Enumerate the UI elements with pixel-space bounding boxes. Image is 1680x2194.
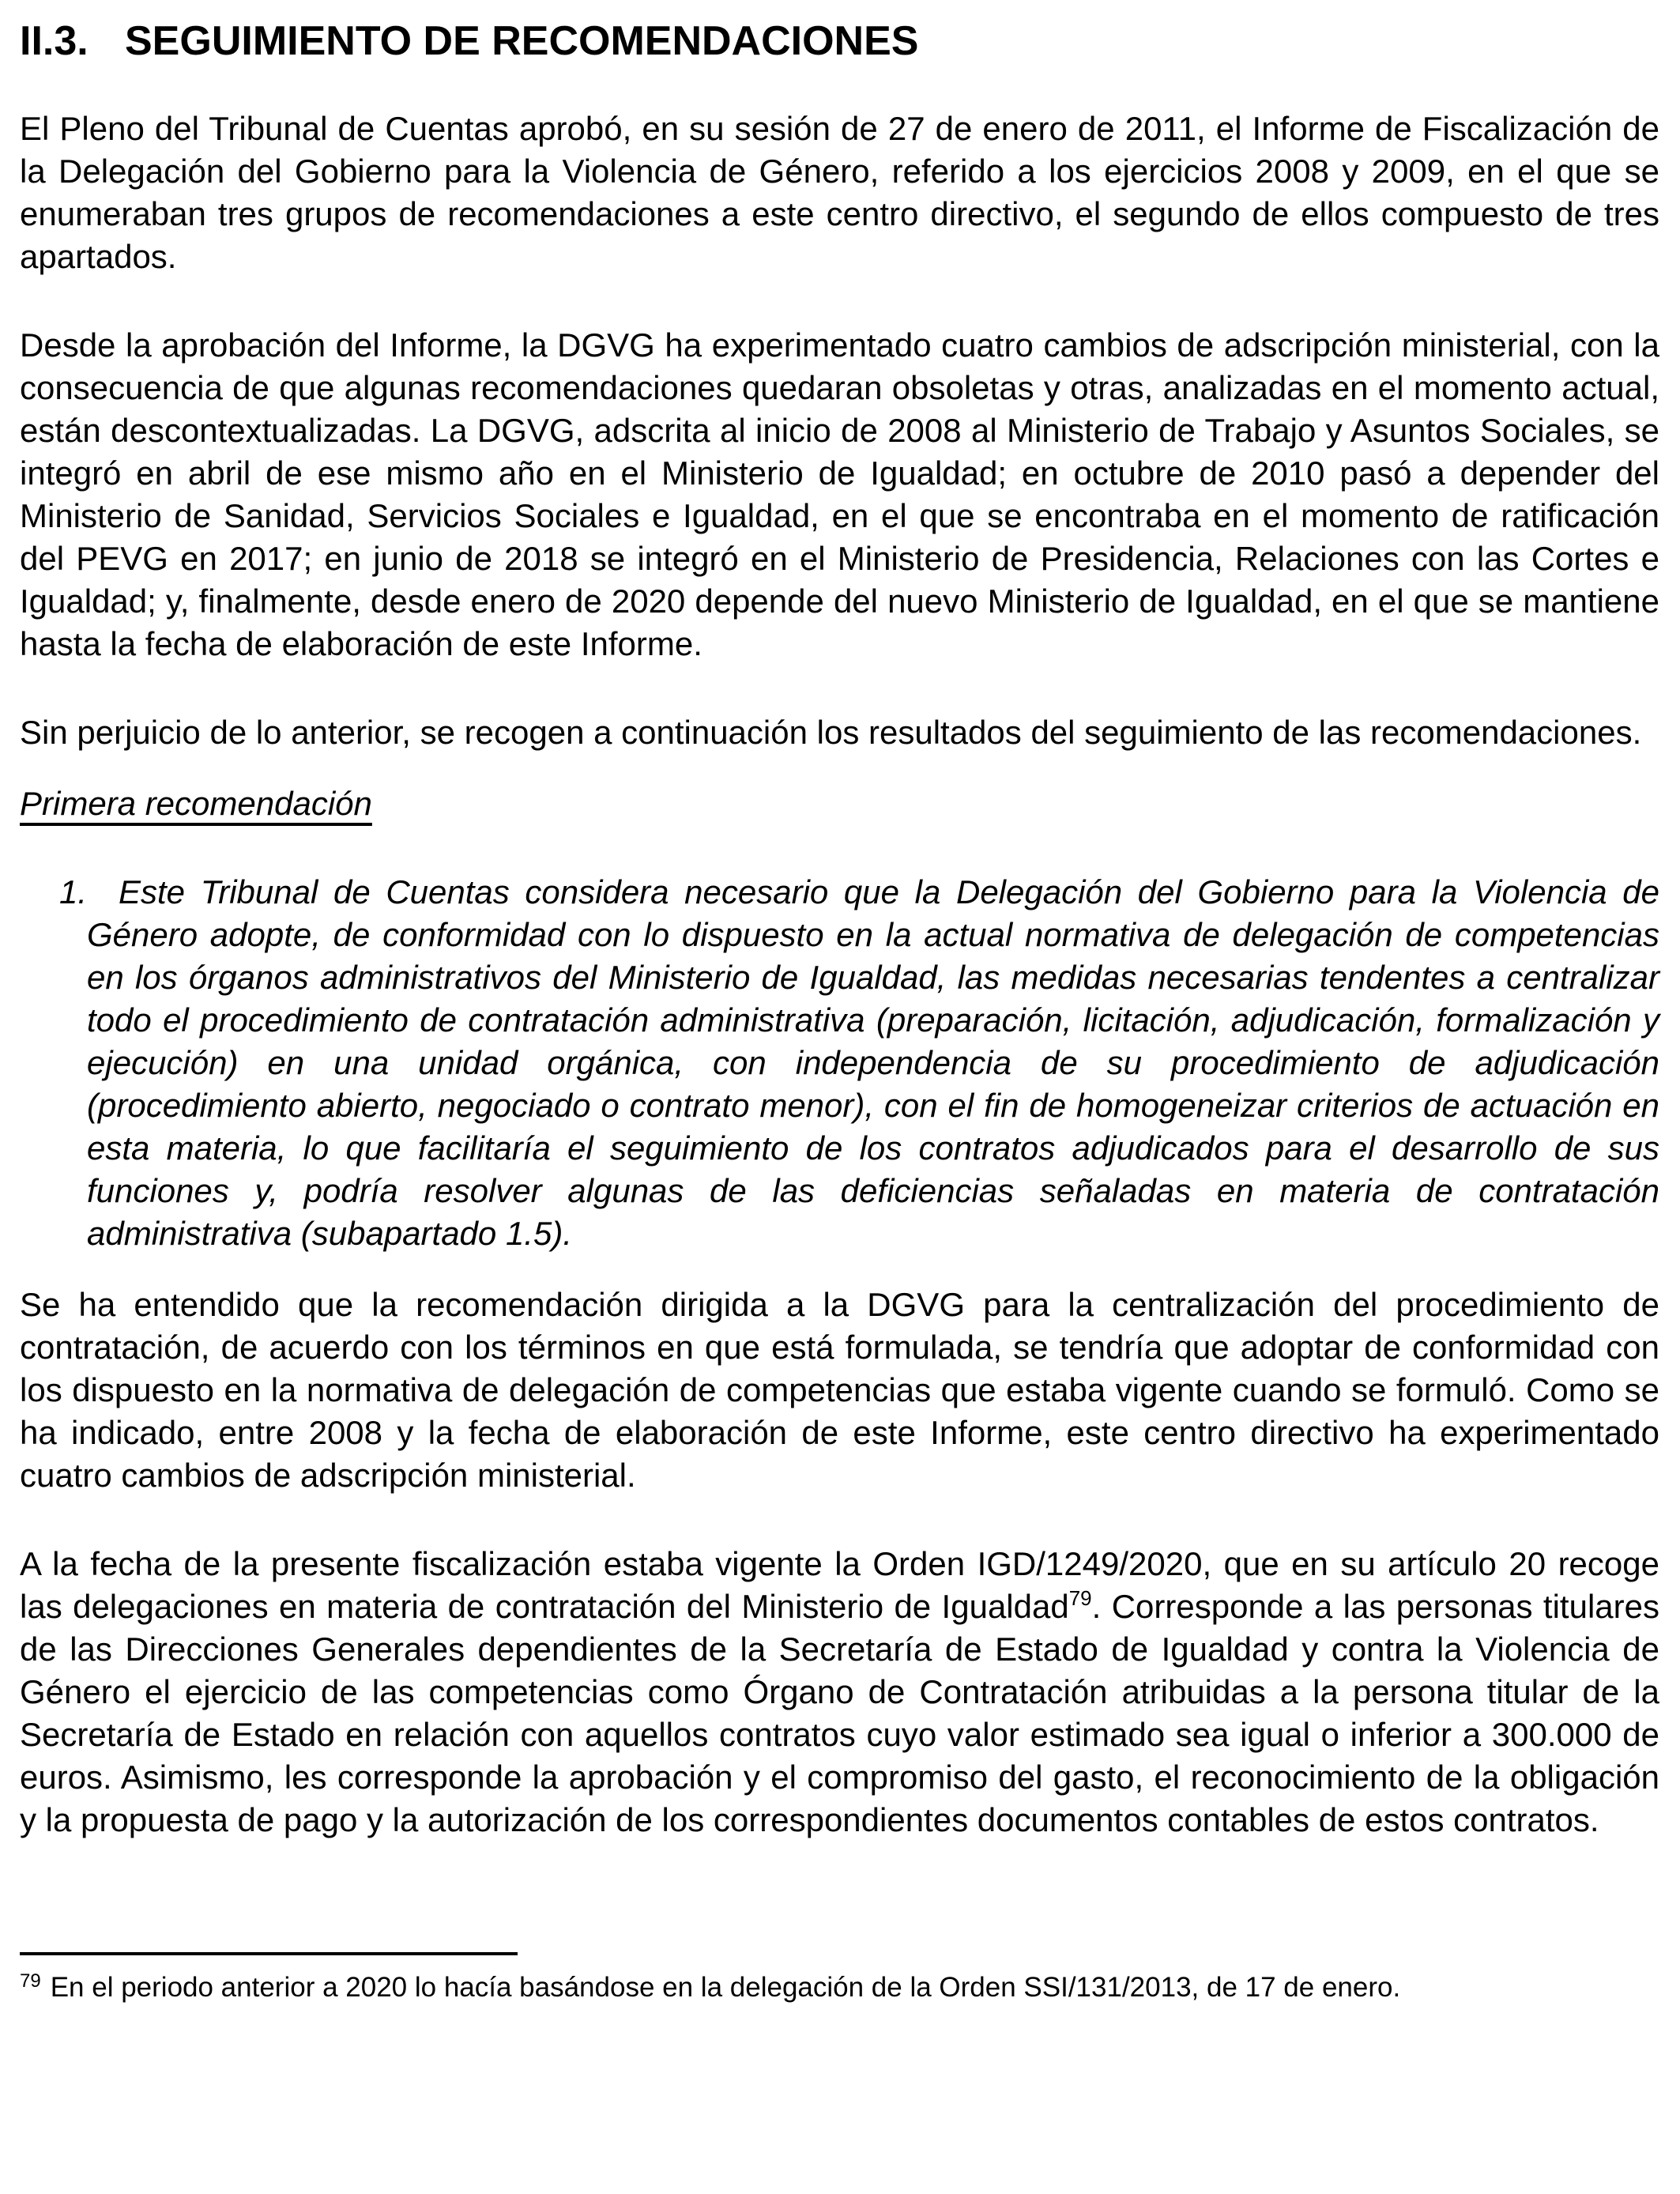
footnote-text: En el periodo anterior a 2020 lo hacía basándose en la delegación de la Orden SSI/131/2013, de 17 de enero. [50, 1972, 1401, 2003]
paragraph-orden-igd-continuation: . Corresponde a las personas titulares de las Direcciones Generales dependientes de la Secretaría de Estado de Igualdad y contra la Violencia de Género el ejercicio de las competencias como Órgano de Contratación atribuidas a la persona titular de la Secretaría de Estado en relación con aquellos contratos cuyo valor estimado sea igual o inferior a 300.000 de euros. Asimismo, les corresponde la aprobación y el compromiso del gasto, el reconocimiento de la obligación y la propuesta de pago y la autorización de los correspondientes documentos contables de estos contratos. [20, 1588, 1659, 1838]
paragraph-cambios-ministeriales: Desde la aprobación del Informe, la DGVG ha experimentado cuatro cambios de adscripción ministerial, con la consecuencia de que algunas recomendaciones quedaran obsoletas y otras, analizadas en el momento actual, están descontextualizadas. La DGVG, adscrita al inicio de 2008 al Ministerio de Trabajo y Asuntos Sociales, se integró en abril de ese mismo año en el Ministerio de Igualdad; en octubre de 2010 pasó a depender del Ministerio de Sanidad, Servicios Sociales e Igualdad, en el que se encontraba en el momento de ratificación del PEVG en 2017; en junio de 2018 se integró en el Ministerio de Presidencia, Relaciones con las Cortes e Igualdad; y, finalmente, desde enero de 2020 depende del nuevo Ministerio de Igualdad, en el que se mantiene hasta la fecha de elaboración de este Informe. [20, 326, 1659, 662]
section-title: SEGUIMIENTO DE RECOMENDACIONES [125, 18, 919, 64]
footnote-marker: 79 [20, 1970, 41, 1992]
recommendation-number: 1. [59, 873, 88, 910]
section-number: II.3. [20, 18, 89, 64]
recommendation-item [59, 871, 1659, 1255]
footnote-separator-line [20, 1952, 518, 1955]
footnote [20, 1970, 1659, 2006]
footnote-reference-superscript: 79 [1068, 1586, 1092, 1610]
subheading-primera-recomendacion: Primera recomendación [20, 785, 372, 822]
recommendation-text: Este Tribunal de Cuentas considera necesario que la Delegación del Gobierno para la Violencia de Género adopte, de conformidad con lo dispuesto en la actual normativa de delegación de competencias en los órganos administrativos del Ministerio de Igualdad, las medidas necesarias tendentes a centralizar todo el procedimiento de contratación administrativa (preparación, licitación, adjudicación, formalización y ejecución) en una unidad orgánica, con independencia de su procedimiento de adjudicación (procedimiento abierto, negociado o contrato menor), con el fin de homogeneizar criterios de actuación en esta materia, lo que facilitaría el seguimiento de los contratos adjudicados para el desarrollo de sus funciones y, podría resolver algunas de las deficiencias señaladas en materia de contratación administrativa (subapartado 1.5). [87, 873, 1659, 1252]
footnote-area [20, 1952, 1659, 2006]
paragraph-se-ha-entendido: Se ha entendido que la recomendación dirigida a la DGVG para la centralización del procedimiento de contratación, de acuerdo con los términos en que está formulada, se tendría que adoptar de conformidad con los dispuesto en la normativa de delegación de competencias que estaba vigente cuando se formuló. Como se ha indicado, entre 2008 y la fecha de elaboración de este Informe, este centro directivo ha experimentado cuatro cambios de adscripción ministerial. [20, 1286, 1659, 1494]
section-heading [20, 16, 1659, 66]
paragraph-orden-igd [20, 1543, 1659, 1842]
paragraph-orden-igd-text: A la fecha de la presente fiscalización estaba vigente la Orden IGD/1249/2020, que en su artículo 20 recoge las delegaciones en materia de contratación del Ministerio de Igualdad [20, 1545, 1659, 1625]
paragraph-informe-2011: El Pleno del Tribunal de Cuentas aprobó, en su sesión de 27 de enero de 2011, el Informe de Fiscalización de la Delegación del Gobierno para la Violencia de Género, referido a los ejercicios 2008 y 2009, en el que se enumeraban tres grupos de recomendaciones a este centro directivo, el segundo de ellos compuesto de tres apartados. [20, 110, 1659, 275]
paragraph-sin-perjuicio: Sin perjuicio de lo anterior, se recogen a continuación los resultados del seguimiento de las recomendaciones. [20, 714, 1642, 751]
